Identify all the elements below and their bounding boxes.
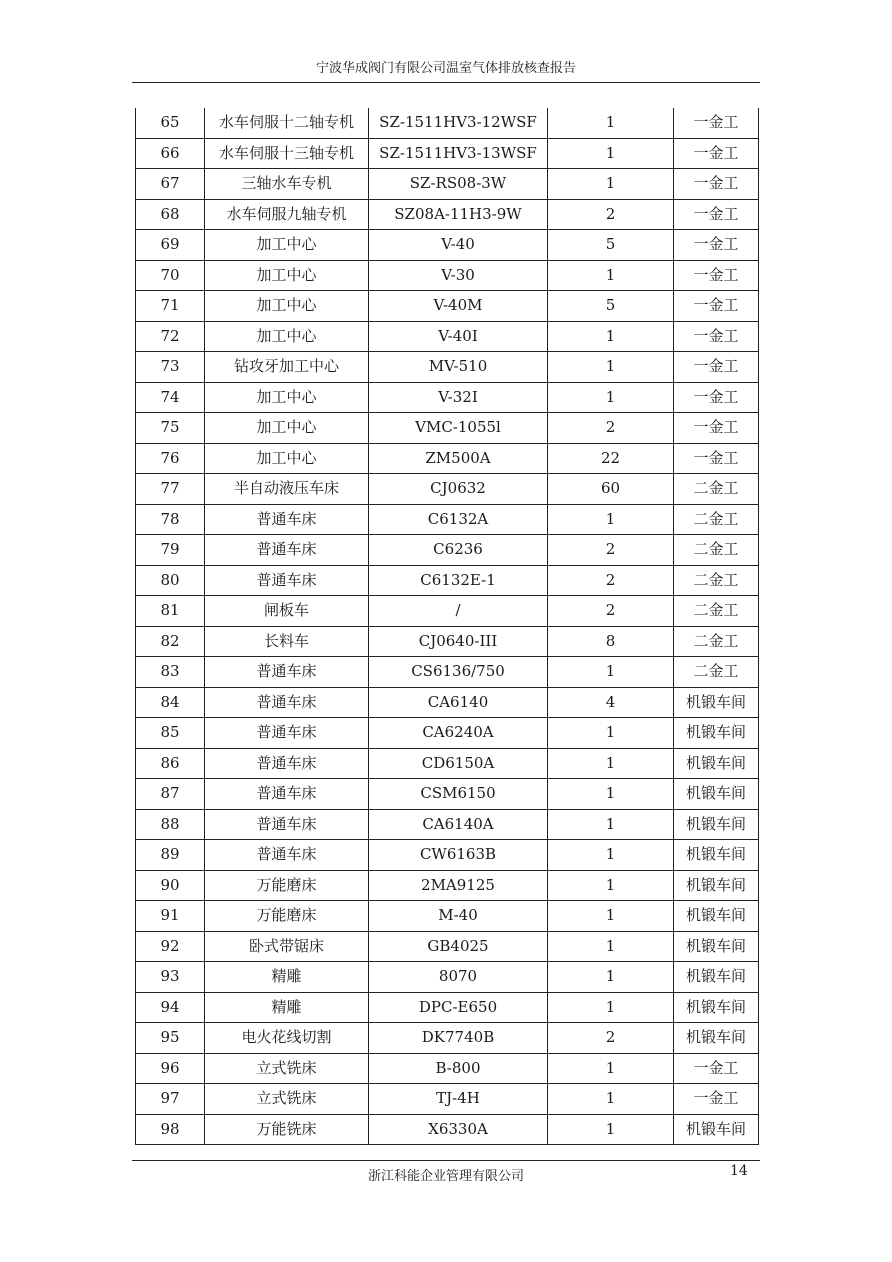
- row-number-cell: 98: [136, 1114, 205, 1145]
- table-row: [136, 840, 759, 871]
- table-row: [136, 779, 759, 810]
- quantity-cell: 2: [548, 413, 674, 444]
- model-cell: DK7740B: [369, 1023, 548, 1054]
- footer-divider: [132, 1160, 760, 1161]
- quantity-cell: 1: [548, 169, 674, 200]
- row-number-cell: 66: [136, 138, 205, 169]
- table-row: [136, 931, 759, 962]
- row-number-cell: 80: [136, 565, 205, 596]
- model-cell: SZ-1511HV3-12WSF: [369, 108, 548, 138]
- quantity-cell: 1: [548, 657, 674, 688]
- model-cell: SZ-1511HV3-13WSF: [369, 138, 548, 169]
- row-number-cell: 90: [136, 870, 205, 901]
- model-cell: /: [369, 596, 548, 627]
- workshop-cell: 一金工: [674, 352, 759, 383]
- model-cell: SZ08A-11H3-9W: [369, 199, 548, 230]
- equipment-table-container: [135, 108, 758, 1145]
- equipment-name-cell: 加工中心: [205, 443, 369, 474]
- equipment-name-cell: 精雕: [205, 992, 369, 1023]
- workshop-cell: 机锻车间: [674, 840, 759, 871]
- table-row: [136, 108, 759, 138]
- equipment-name-cell: 水车伺服十三轴专机: [205, 138, 369, 169]
- quantity-cell: 1: [548, 1084, 674, 1115]
- row-number-cell: 75: [136, 413, 205, 444]
- workshop-cell: 机锻车间: [674, 992, 759, 1023]
- equipment-name-cell: 立式铣床: [205, 1084, 369, 1115]
- quantity-cell: 2: [548, 596, 674, 627]
- model-cell: CA6240A: [369, 718, 548, 749]
- workshop-cell: 二金工: [674, 504, 759, 535]
- table-row: [136, 1053, 759, 1084]
- workshop-cell: 机锻车间: [674, 748, 759, 779]
- quantity-cell: 2: [548, 565, 674, 596]
- equipment-name-cell: 普通车床: [205, 535, 369, 566]
- equipment-name-cell: 水车伺服九轴专机: [205, 199, 369, 230]
- table-row: [136, 657, 759, 688]
- model-cell: B-800: [369, 1053, 548, 1084]
- row-number-cell: 92: [136, 931, 205, 962]
- row-number-cell: 97: [136, 1084, 205, 1115]
- equipment-table-body: [136, 108, 759, 1145]
- table-row: [136, 260, 759, 291]
- equipment-name-cell: 加工中心: [205, 230, 369, 261]
- row-number-cell: 82: [136, 626, 205, 657]
- workshop-cell: 二金工: [674, 535, 759, 566]
- model-cell: V-40I: [369, 321, 548, 352]
- equipment-name-cell: 万能铣床: [205, 1114, 369, 1145]
- workshop-cell: 一金工: [674, 108, 759, 138]
- equipment-name-cell: 万能磨床: [205, 901, 369, 932]
- table-row: [136, 565, 759, 596]
- equipment-name-cell: 加工中心: [205, 382, 369, 413]
- equipment-name-cell: 加工中心: [205, 321, 369, 352]
- quantity-cell: 1: [548, 260, 674, 291]
- row-number-cell: 79: [136, 535, 205, 566]
- workshop-cell: 一金工: [674, 413, 759, 444]
- table-row: [136, 413, 759, 444]
- quantity-cell: 1: [548, 138, 674, 169]
- row-number-cell: 68: [136, 199, 205, 230]
- equipment-name-cell: 普通车床: [205, 779, 369, 810]
- quantity-cell: 1: [548, 504, 674, 535]
- table-row: [136, 230, 759, 261]
- model-cell: 8070: [369, 962, 548, 993]
- model-cell: 2MA9125: [369, 870, 548, 901]
- equipment-name-cell: 普通车床: [205, 718, 369, 749]
- workshop-cell: 一金工: [674, 169, 759, 200]
- model-cell: V-40M: [369, 291, 548, 322]
- quantity-cell: 5: [548, 291, 674, 322]
- equipment-name-cell: 普通车床: [205, 687, 369, 718]
- quantity-cell: 1: [548, 962, 674, 993]
- row-number-cell: 86: [136, 748, 205, 779]
- workshop-cell: 机锻车间: [674, 687, 759, 718]
- quantity-cell: 1: [548, 748, 674, 779]
- model-cell: CD6150A: [369, 748, 548, 779]
- workshop-cell: 机锻车间: [674, 718, 759, 749]
- equipment-name-cell: 三轴水车专机: [205, 169, 369, 200]
- workshop-cell: 一金工: [674, 260, 759, 291]
- table-row: [136, 474, 759, 505]
- workshop-cell: 一金工: [674, 291, 759, 322]
- page-number: 14: [730, 1163, 748, 1179]
- equipment-name-cell: 普通车床: [205, 748, 369, 779]
- table-row: [136, 718, 759, 749]
- quantity-cell: 1: [548, 809, 674, 840]
- workshop-cell: 机锻车间: [674, 1023, 759, 1054]
- workshop-cell: 机锻车间: [674, 809, 759, 840]
- workshop-cell: 二金工: [674, 474, 759, 505]
- workshop-cell: 一金工: [674, 321, 759, 352]
- table-row: [136, 962, 759, 993]
- header-divider: [132, 82, 760, 83]
- equipment-name-cell: 半自动液压车床: [205, 474, 369, 505]
- row-number-cell: 88: [136, 809, 205, 840]
- row-number-cell: 89: [136, 840, 205, 871]
- table-row: [136, 748, 759, 779]
- model-cell: CSM6150: [369, 779, 548, 810]
- equipment-name-cell: 普通车床: [205, 657, 369, 688]
- model-cell: M-40: [369, 901, 548, 932]
- table-row: [136, 809, 759, 840]
- table-row: [136, 1023, 759, 1054]
- row-number-cell: 96: [136, 1053, 205, 1084]
- model-cell: C6132E-1: [369, 565, 548, 596]
- workshop-cell: 一金工: [674, 230, 759, 261]
- equipment-name-cell: 卧式带锯床: [205, 931, 369, 962]
- table-row: [136, 992, 759, 1023]
- equipment-table: [135, 108, 759, 1145]
- row-number-cell: 73: [136, 352, 205, 383]
- model-cell: C6236: [369, 535, 548, 566]
- table-row: [136, 687, 759, 718]
- row-number-cell: 87: [136, 779, 205, 810]
- quantity-cell: 22: [548, 443, 674, 474]
- table-row: [136, 870, 759, 901]
- workshop-cell: 一金工: [674, 1084, 759, 1115]
- model-cell: CA6140: [369, 687, 548, 718]
- quantity-cell: 1: [548, 108, 674, 138]
- quantity-cell: 4: [548, 687, 674, 718]
- quantity-cell: 1: [548, 718, 674, 749]
- row-number-cell: 85: [136, 718, 205, 749]
- row-number-cell: 71: [136, 291, 205, 322]
- model-cell: V-32I: [369, 382, 548, 413]
- equipment-name-cell: 长料车: [205, 626, 369, 657]
- row-number-cell: 69: [136, 230, 205, 261]
- equipment-name-cell: 普通车床: [205, 809, 369, 840]
- table-row: [136, 1114, 759, 1145]
- row-number-cell: 84: [136, 687, 205, 718]
- model-cell: TJ-4H: [369, 1084, 548, 1115]
- workshop-cell: 一金工: [674, 382, 759, 413]
- footer-company-name: 浙江科能企业管理有限公司: [367, 1169, 524, 1184]
- workshop-cell: 二金工: [674, 565, 759, 596]
- quantity-cell: 8: [548, 626, 674, 657]
- quantity-cell: 1: [548, 352, 674, 383]
- model-cell: GB4025: [369, 931, 548, 962]
- table-row: [136, 169, 759, 200]
- equipment-name-cell: 电火花线切割: [205, 1023, 369, 1054]
- quantity-cell: 1: [548, 1114, 674, 1145]
- quantity-cell: 1: [548, 1053, 674, 1084]
- model-cell: VMC-1055l: [369, 413, 548, 444]
- quantity-cell: 1: [548, 321, 674, 352]
- equipment-name-cell: 加工中心: [205, 260, 369, 291]
- table-row: [136, 901, 759, 932]
- workshop-cell: 二金工: [674, 626, 759, 657]
- equipment-name-cell: 加工中心: [205, 413, 369, 444]
- equipment-name-cell: 普通车床: [205, 565, 369, 596]
- table-row: [136, 291, 759, 322]
- table-row: [136, 626, 759, 657]
- quantity-cell: 1: [548, 901, 674, 932]
- row-number-cell: 65: [136, 108, 205, 138]
- quantity-cell: 1: [548, 931, 674, 962]
- table-row: [136, 199, 759, 230]
- equipment-name-cell: 闸板车: [205, 596, 369, 627]
- row-number-cell: 95: [136, 1023, 205, 1054]
- quantity-cell: 1: [548, 779, 674, 810]
- model-cell: CA6140A: [369, 809, 548, 840]
- model-cell: SZ-RS08-3W: [369, 169, 548, 200]
- row-number-cell: 93: [136, 962, 205, 993]
- table-row: [136, 321, 759, 352]
- workshop-cell: 一金工: [674, 1053, 759, 1084]
- quantity-cell: 1: [548, 992, 674, 1023]
- model-cell: ZM500A: [369, 443, 548, 474]
- table-row: [136, 138, 759, 169]
- model-cell: CJ0632: [369, 474, 548, 505]
- workshop-cell: 一金工: [674, 443, 759, 474]
- workshop-cell: 机锻车间: [674, 901, 759, 932]
- workshop-cell: 机锻车间: [674, 962, 759, 993]
- equipment-name-cell: 普通车床: [205, 840, 369, 871]
- model-cell: V-40: [369, 230, 548, 261]
- table-row: [136, 535, 759, 566]
- table-row: [136, 596, 759, 627]
- quantity-cell: 5: [548, 230, 674, 261]
- table-row: [136, 1084, 759, 1115]
- model-cell: CS6136/750: [369, 657, 548, 688]
- row-number-cell: 70: [136, 260, 205, 291]
- quantity-cell: 2: [548, 535, 674, 566]
- table-row: [136, 504, 759, 535]
- table-row: [136, 352, 759, 383]
- row-number-cell: 83: [136, 657, 205, 688]
- model-cell: X6330A: [369, 1114, 548, 1145]
- model-cell: C6132A: [369, 504, 548, 535]
- workshop-cell: 机锻车间: [674, 779, 759, 810]
- model-cell: DPC-E650: [369, 992, 548, 1023]
- row-number-cell: 76: [136, 443, 205, 474]
- model-cell: V-30: [369, 260, 548, 291]
- table-row: [136, 443, 759, 474]
- table-row: [136, 382, 759, 413]
- row-number-cell: 94: [136, 992, 205, 1023]
- equipment-name-cell: 加工中心: [205, 291, 369, 322]
- workshop-cell: 一金工: [674, 138, 759, 169]
- workshop-cell: 二金工: [674, 596, 759, 627]
- row-number-cell: 91: [136, 901, 205, 932]
- quantity-cell: 1: [548, 840, 674, 871]
- workshop-cell: 二金工: [674, 657, 759, 688]
- row-number-cell: 72: [136, 321, 205, 352]
- model-cell: MV-510: [369, 352, 548, 383]
- page-header-title: 宁波华成阀门有限公司温室气体排放核查报告: [315, 61, 576, 76]
- equipment-name-cell: 水车伺服十二轴专机: [205, 108, 369, 138]
- workshop-cell: 机锻车间: [674, 931, 759, 962]
- row-number-cell: 78: [136, 504, 205, 535]
- row-number-cell: 67: [136, 169, 205, 200]
- quantity-cell: 60: [548, 474, 674, 505]
- workshop-cell: 机锻车间: [674, 1114, 759, 1145]
- workshop-cell: 机锻车间: [674, 870, 759, 901]
- equipment-name-cell: 普通车床: [205, 504, 369, 535]
- model-cell: CJ0640-III: [369, 626, 548, 657]
- equipment-name-cell: 立式铣床: [205, 1053, 369, 1084]
- quantity-cell: 1: [548, 870, 674, 901]
- equipment-name-cell: 万能磨床: [205, 870, 369, 901]
- row-number-cell: 74: [136, 382, 205, 413]
- equipment-name-cell: 精雕: [205, 962, 369, 993]
- workshop-cell: 一金工: [674, 199, 759, 230]
- quantity-cell: 1: [548, 382, 674, 413]
- row-number-cell: 81: [136, 596, 205, 627]
- model-cell: CW6163B: [369, 840, 548, 871]
- quantity-cell: 2: [548, 1023, 674, 1054]
- row-number-cell: 77: [136, 474, 205, 505]
- equipment-name-cell: 钻攻牙加工中心: [205, 352, 369, 383]
- quantity-cell: 2: [548, 199, 674, 230]
